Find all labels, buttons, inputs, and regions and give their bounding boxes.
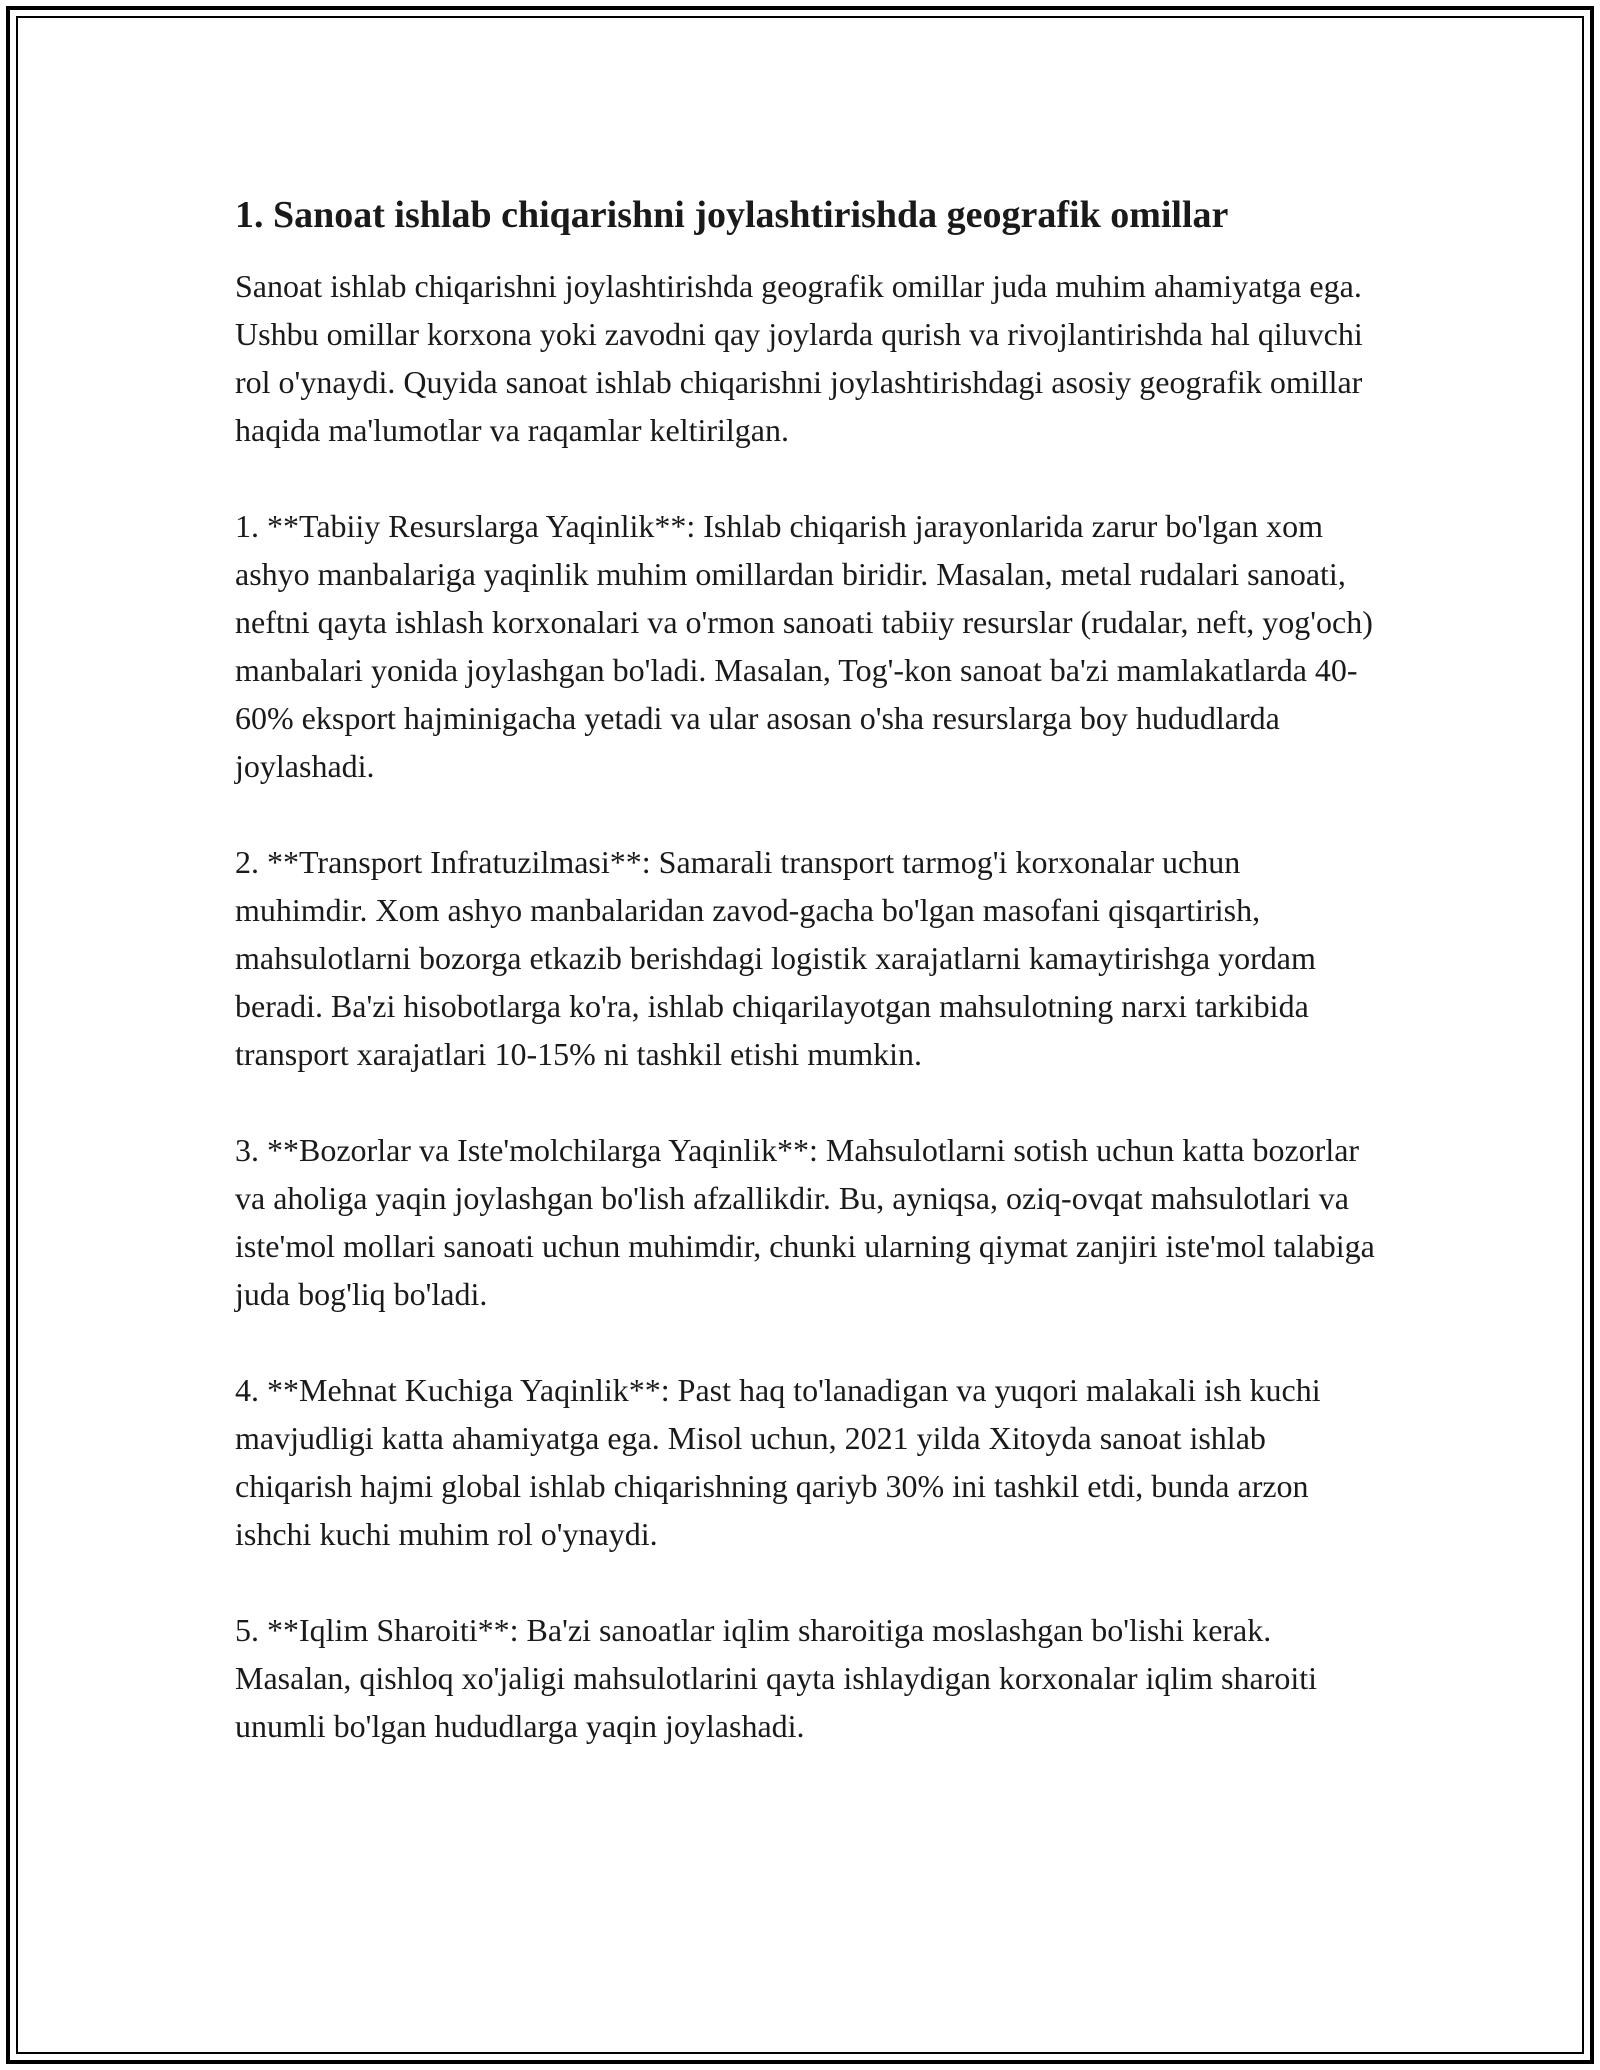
paragraph-markets-consumers: 3. **Bozorlar va Iste'molchilarga Yaqinlik**: Mahsulotlarni sotish uchun katta bozorlar va aholiga yaqin joylashgan bo'lish afzallikdir. Bu, ayniqsa, oziq-ovqat mahsulotlari va iste'mol mollari sanoati uchun muhimdir, chunki ularning qiymat zanjiri iste'mol talabiga juda bog'liq bo'ladi. [235, 1132, 1375, 1312]
paragraph-climate-conditions: 5. **Iqlim Sharoiti**: Ba'zi sanoatlar iqlim sharoitiga moslashgan bo'lishi kerak. Masalan, qishloq xo'jaligi mahsulotlarini qayta ishlaydigan korxonalar iqlim sharoiti unumli bo'lgan hududlarga yaqin joylashadi. [235, 1612, 1318, 1744]
document-body [235, 190, 1375, 1750]
intro-paragraph: Sanoat ishlab chiqarishni joylashtirishda geografik omillar juda muhim ahamiyatga ega. Ushbu omillar korxona yoki zavodni qay joylarda qurish va rivojlantirishda hal qiluvchi rol o'ynaydi. Quyida sanoat ishlab chiqarishni joylashtirishdagi asosiy geografik omillar haqida ma'lumotlar va raqamlar keltirilgan. [235, 268, 1363, 448]
document-title: 1. Sanoat ishlab chiqarishni joylashtirishda geografik omillar [235, 194, 1229, 236]
paragraph-labor-force: 4. **Mehnat Kuchiga Yaqinlik**: Past haq to'lanadigan va yuqori malakali ish kuchi mavjudligi katta ahamiyatga ega. Misol uchun, 2021 yilda Xitoyda sanoat ishlab chiqarish hajmi global ishlab chiqarishning qariyb 30% ini tashkil etdi, bunda arzon ishchi kuchi muhim rol o'ynaydi. [235, 1372, 1321, 1552]
paragraph-natural-resources: 1. **Tabiiy Resurslarga Yaqinlik**: Ishlab chiqarish jarayonlarida zarur bo'lgan xom ashyo manbalariga yaqinlik muhim omillardan biridir. Masalan, metal rudalari sanoati, neftni qayta ishlash korxonalari va o'rmon sanoati tabiiy resurslar (rudalar, neft, yog'och) manbalari yonida joylashgan bo'ladi. Masalan, Tog'-kon sanoat ba'zi mamlakatlarda 40-60% eksport hajminigacha yetadi va ular asosan o'sha resurslarga boy hududlarda joylashadi. [235, 508, 1373, 784]
paragraph-transport-infrastructure: 2. **Transport Infratuzilmasi**: Samarali transport tarmog'i korxonalar uchun muhimdir. Xom ashyo manbalaridan zavod-gacha bo'lgan masofani qisqartirish, mahsulotlarni bozorga etkazib berishdagi logistik xarajatlarni kamaytirishga yordam beradi. Ba'zi hisobotlarga ko'ra, ishlab chiqarilayotgan mahsulotning narxi tarkibida transport xarajatlari 10-15% ni tashkil etishi mumkin. [235, 844, 1316, 1072]
